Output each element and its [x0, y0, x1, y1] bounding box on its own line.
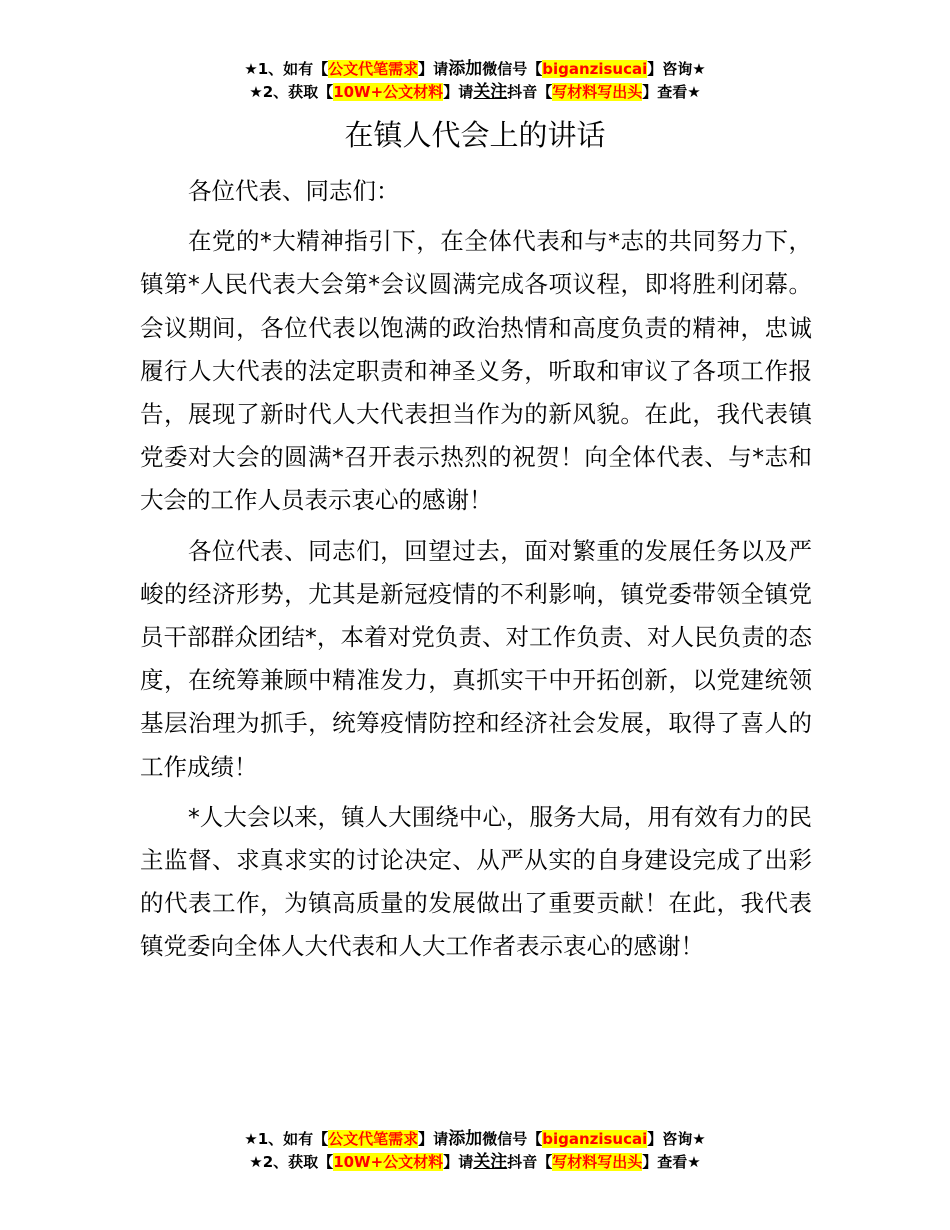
- promo-footer-highlight-writing-service: 公文代笔需求: [328, 1130, 419, 1148]
- promo-line-2: [0, 81, 950, 104]
- promo-line-2-mid: 】请: [443, 83, 474, 101]
- promo-footer-douyin-account: 写材料写出头: [552, 1153, 643, 1171]
- body-paragraph-1: 在党的*大精神指引下，在全体代表和与*志的共同努力下，镇第*人民代表大会第*会议圆满完成各项议程，即将胜利闭幕。会议期间，各位代表以饱满的政治热情和高度负责的精神，忠诚履行人大代表的法定职责和神圣义务，听取和审议了各项工作报告，展现了新时代人大代表担当作为的新风貌。在此，我代表镇党委对大会的圆满*召开表示热烈的祝贺！向全体代表、与*志和大会的工作人员表示衷心的感谢！: [140, 227, 812, 515]
- promo-header: [0, 58, 950, 104]
- promo-footer-line-2-mid: 】请: [443, 1153, 474, 1171]
- promo-footer-line-2-prefix: ★2、获取【: [249, 1153, 334, 1171]
- promo-footer-line-1-mid2: 微信号【: [482, 1130, 543, 1148]
- promo-emphasis-add: 添加: [448, 59, 483, 79]
- promo-line-1-mid: 】请: [418, 60, 449, 78]
- promo-footer-line-2-mid2: 抖音【: [507, 1153, 553, 1171]
- body-paragraph-2: 各位代表、同志们，回望过去，面对繁重的发展任务以及严峻的经济形势，尤其是新冠疫情的不利影响，镇党委带领全镇党员干部群众团结*，本着对党负责、对工作负责、对人民负责的态度，在统筹兼顾中精准发力，真抓实干中开拓创新，以党建统领基层治理为抓手，统筹疫情防控和经济社会发展，取得了喜人的工作成绩！: [140, 536, 812, 781]
- promo-footer-highlight-materials: 10W+公文材料: [333, 1153, 444, 1171]
- body-paragraph-3: *人大会以来，镇人大围绕中心，服务大局，用有效有力的民主监督、求真求实的讨论决定、从严从实的自身建设完成了出彩的代表工作，为镇高质量的发展做出了重要贡献！在此，我代表镇党委向全体人大代表和人大工作者表示衷心的感谢！: [140, 802, 812, 961]
- promo-highlight-materials: 10W+公文材料: [333, 83, 444, 101]
- document-body: [140, 170, 812, 976]
- promo-line-1: [0, 58, 950, 81]
- promo-footer-line-2-suffix: 】查看★: [642, 1153, 701, 1171]
- promo-footer-line-2: [0, 1151, 950, 1174]
- promo-line-1-mid2: 微信号【: [482, 60, 543, 78]
- promo-footer-line-1: [0, 1128, 950, 1151]
- promo-line-2-prefix: ★2、获取【: [249, 83, 334, 101]
- promo-footer-emphasis-add: 添加: [448, 1129, 483, 1149]
- promo-line-2-mid2: 抖音【: [507, 83, 553, 101]
- promo-wechat-id: biganzisucai: [542, 60, 648, 78]
- promo-highlight-writing-service: 公文代笔需求: [328, 60, 419, 78]
- promo-line-1-suffix: 】咨询★: [647, 60, 706, 78]
- promo-footer-line-1-mid: 】请: [418, 1130, 449, 1148]
- salutation: 各位代表、同志们：: [188, 177, 400, 205]
- promo-footer-line-1-suffix: 】咨询★: [647, 1130, 706, 1148]
- promo-footer-line-1-prefix: ★1、如有【: [244, 1130, 329, 1148]
- promo-footer-wechat-id: biganzisucai: [542, 1130, 648, 1148]
- promo-footer-emphasis-follow: 关注: [473, 1152, 508, 1172]
- document-title: 在镇人代会上的讲话: [344, 118, 606, 152]
- promo-line-2-suffix: 】查看★: [642, 83, 701, 101]
- promo-footer: [0, 1128, 950, 1174]
- promo-emphasis-follow: 关注: [473, 82, 508, 102]
- promo-line-1-prefix: ★1、如有【: [244, 60, 329, 78]
- promo-douyin-account: 写材料写出头: [552, 83, 643, 101]
